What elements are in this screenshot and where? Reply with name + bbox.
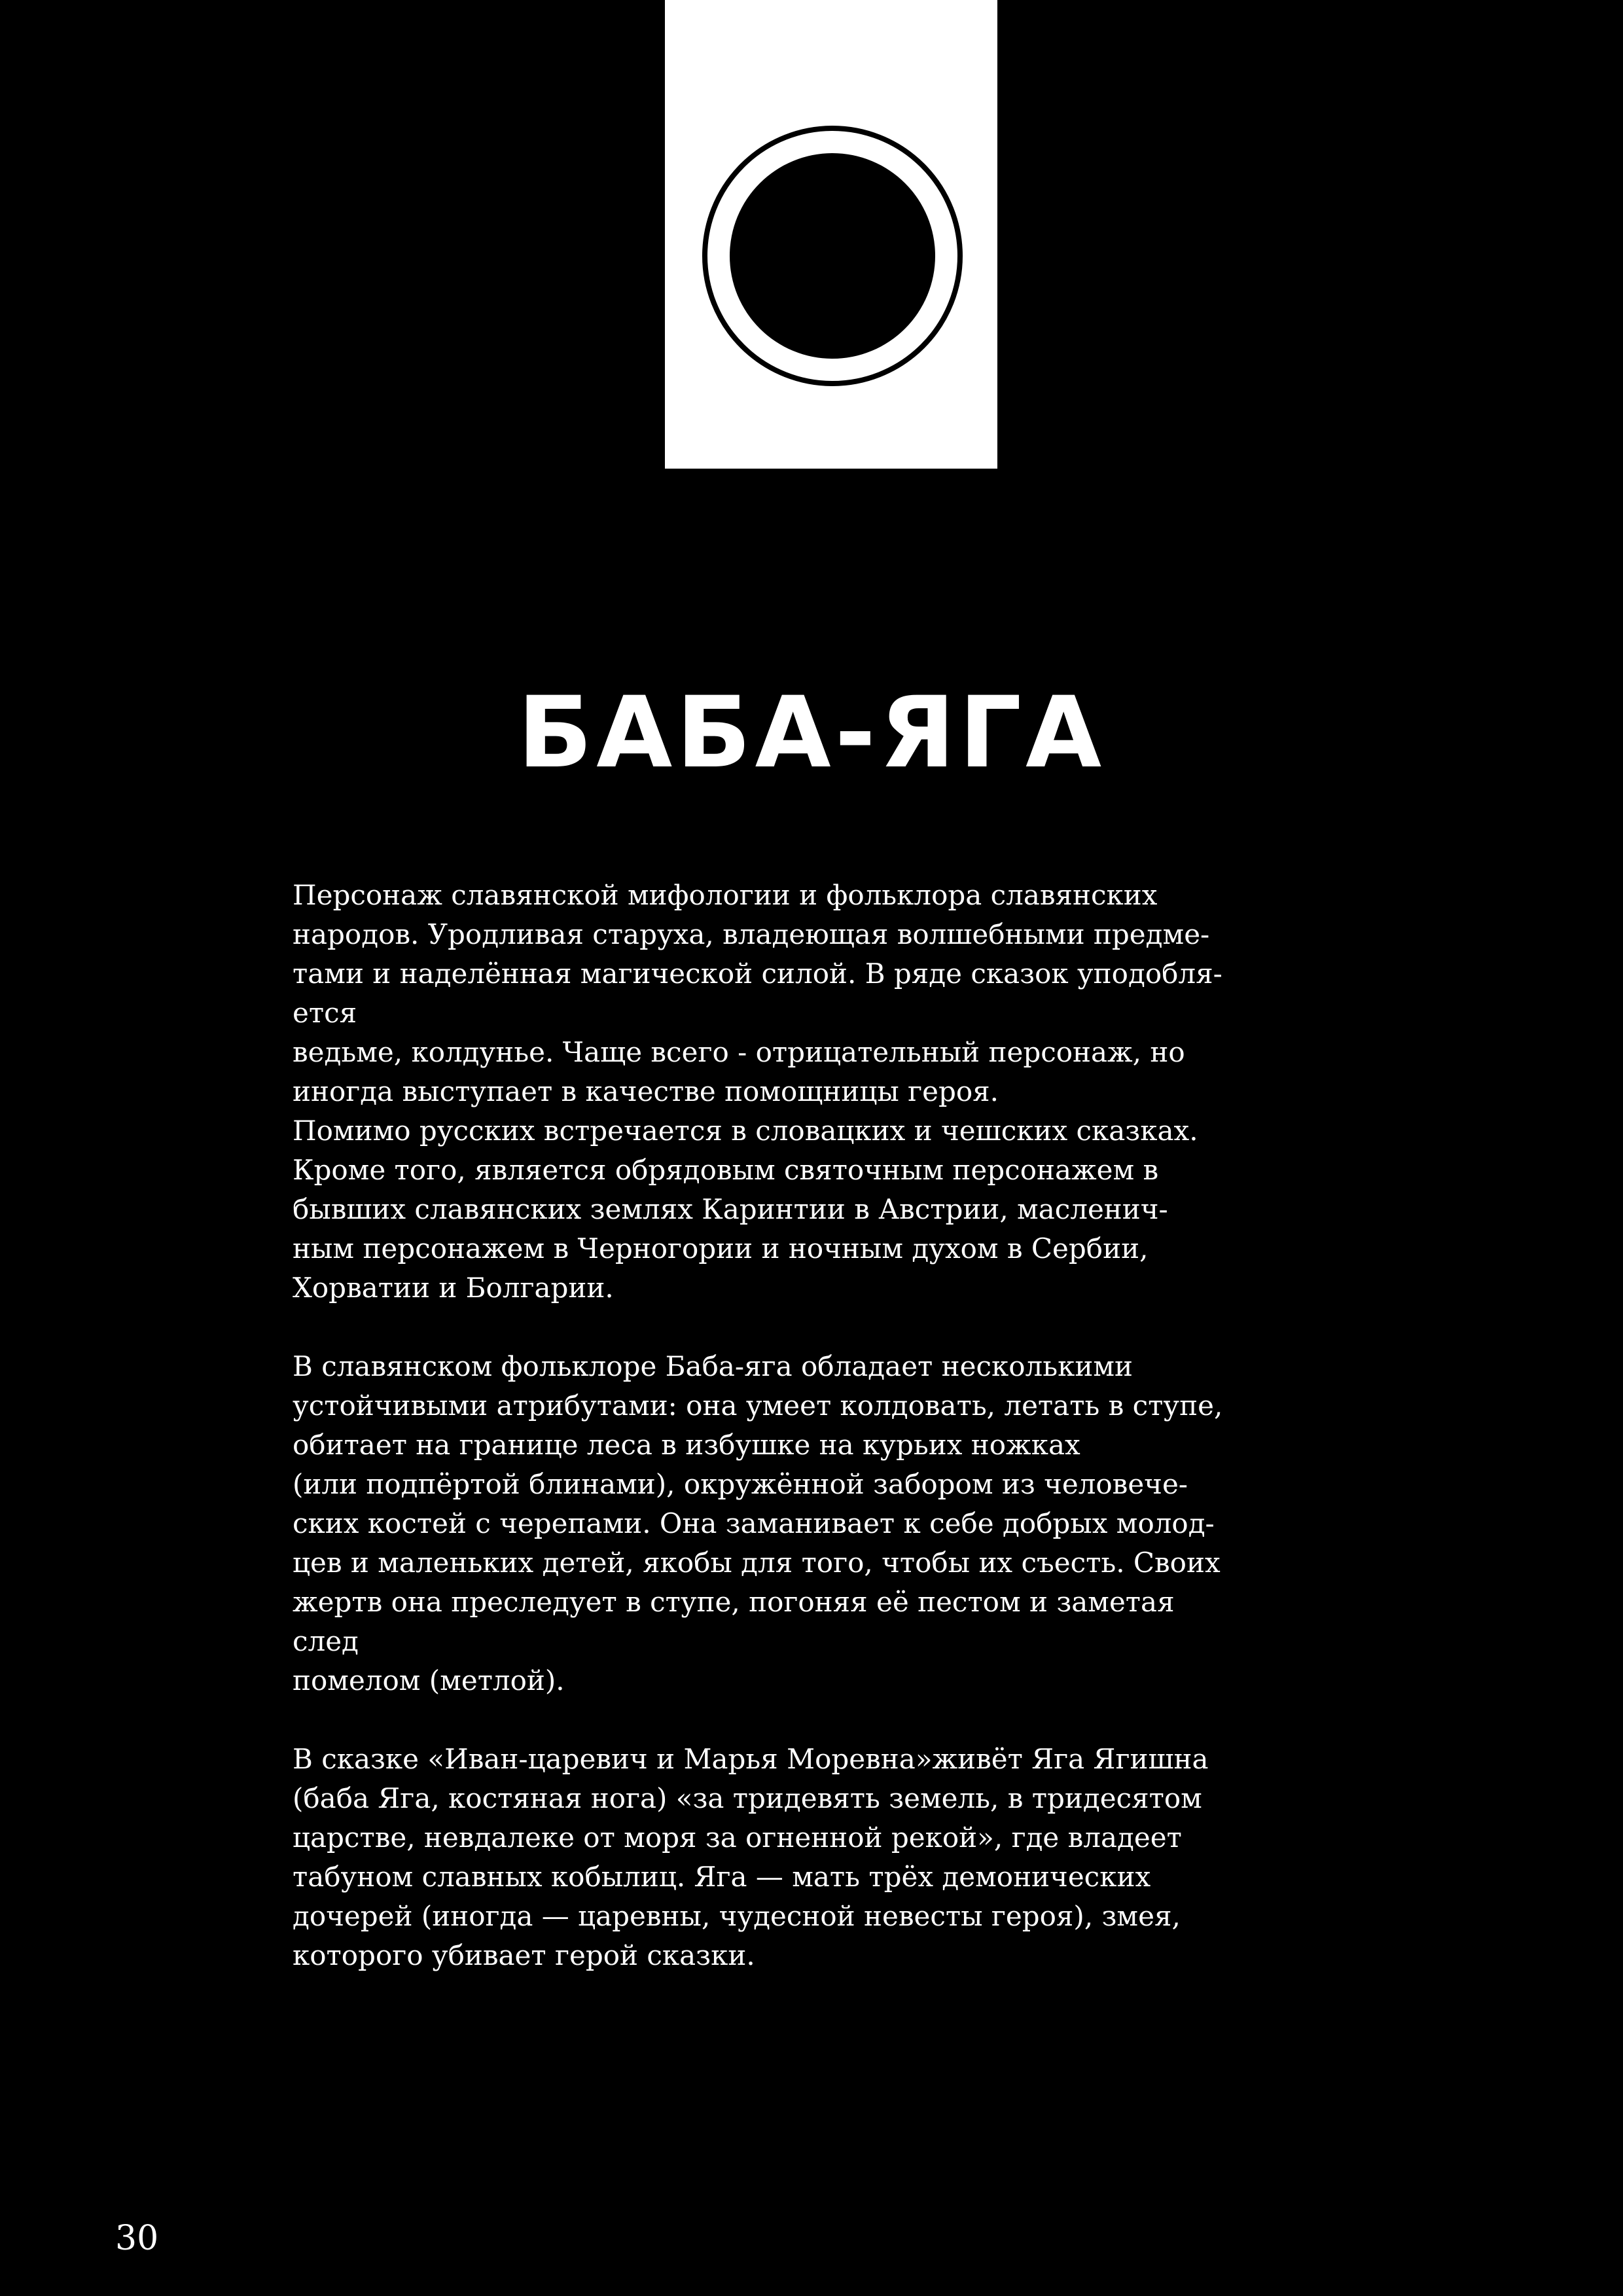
paragraph-intro: Персонаж славянской мифологии и фольклора славянских народов. Уродливая старуха, владеющая волшебными предме- тами и наделённая магической силой. В ряде сказок уподобля- ется ведьме, колдунье. Чаще всего - отрицательный персонаж, но иногда выступает в качестве помощницы героя. Помимо русских встречается в словацких и чешских сказках. Кроме того, является обрядовым святочным персонажем в бывших славянских землях Каринтии в Австрии, масленич- ным персонажем в Черногории и ночным духом в Сербии, Хорватии и Болгарии. [293, 879, 1222, 1304]
paragraph-attributes: В славянском фольклоре Баба-яга обладает несколькими устойчивыми атрибутами: она умеет колдовать, летать в ступе, обитает на границе леса в избушке на курьих ножках (или подпёртой блинами), окружённой забором из человече- ских костей с черепами. Она заманивает к себе добрых молод- цев и маленьких детей, якобы для того, чтобы их съесть. Своих жертв она преследует в ступе, погоняя её пестом и заметая след помелом (метлой). [293, 1350, 1223, 1696]
page-title: БАБА-ЯГА [517, 676, 1106, 790]
article-body [293, 876, 1327, 1975]
paragraph-fairy-tale: В сказке «Иван-царевич и Марья Моревна»живёт Яга Ягишна (баба Яга, костяная нога) «за тридевять земель, в тридесятом царстве, невдалеке от моря за огненной рекой», где владеет табуном славных кобылиц. Яга — мать трёх демонических дочерей (иногда — царевны, чудесной невесты героя), змея, которого убивает герой сказки. [293, 1743, 1209, 1971]
emblem-black-disc [730, 153, 935, 359]
page-number: 30 [115, 2219, 159, 2258]
